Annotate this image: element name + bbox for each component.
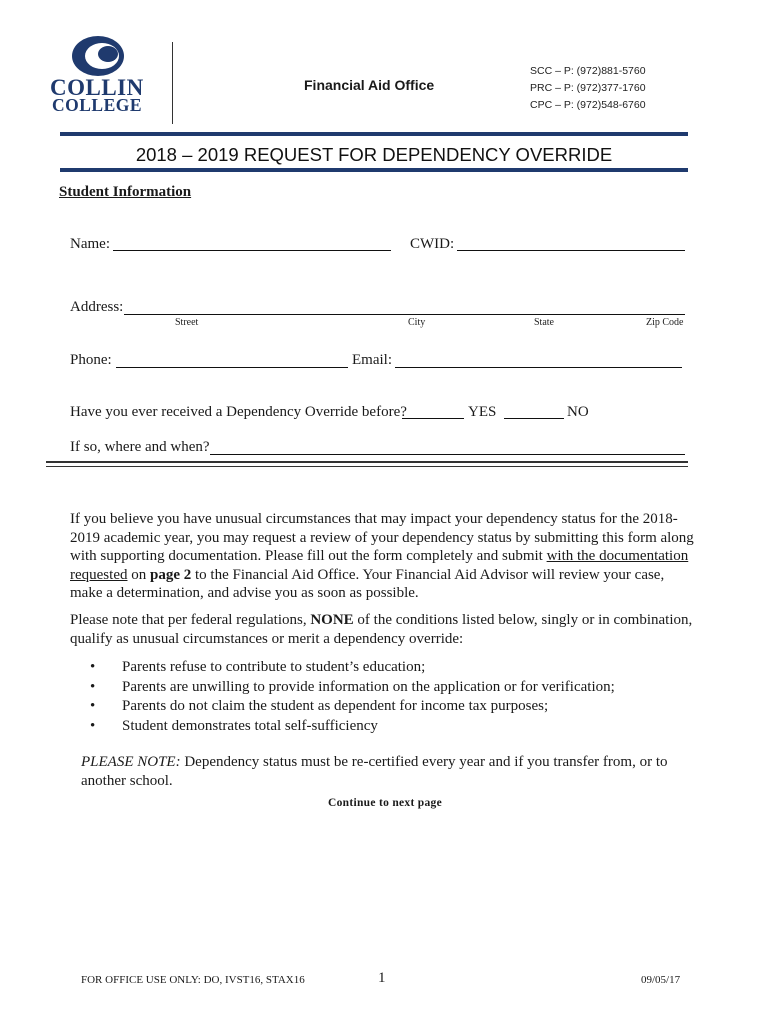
zip-label: Zip Code [646, 317, 684, 328]
name-field[interactable] [113, 250, 391, 251]
continue-note: Continue to next page [328, 797, 442, 809]
yes-label: YES [468, 404, 497, 420]
override-no-field[interactable] [504, 418, 564, 419]
section-heading-student-info: Student Information [59, 184, 192, 200]
where-when-field[interactable] [210, 454, 685, 455]
conditions-list [90, 658, 690, 736]
office-use-only: FOR OFFICE USE ONLY: DO, IVST16, STAX16 [81, 974, 305, 986]
title-rule-top [60, 132, 688, 136]
intro-paragraph: If you believe you have unusual circumstances that may impact your dependency status for the 2018-2019 academic year, you may request a review of your dependency status by submitting this form along with supporting documentation. Please fill out the form completely and submit with the documentation requested on page 2 to the Financial Aid Office. Your Financial Aid Advisor will review your case, make a determination, and advise you as soon as possible. [70, 511, 694, 601]
section-double-rule [46, 461, 688, 467]
address-label: Address: [70, 299, 124, 315]
phone-label: Phone: [70, 352, 112, 368]
contact-scc: SCC – P: (972)881-5760 [530, 65, 646, 77]
office-name: Financial Aid Office [304, 77, 435, 93]
no-label: NO [567, 404, 589, 420]
page-title: 2018 – 2019 REQUEST FOR DEPENDENCY OVERRIDE [135, 144, 613, 165]
cwid-label: CWID: [410, 236, 455, 252]
page-number: 1 [378, 970, 386, 986]
city-label: City [408, 317, 426, 328]
override-question: Have you ever received a Dependency Override before? [70, 404, 407, 420]
contact-list [530, 63, 646, 114]
header-divider [172, 42, 173, 124]
please-note: PLEASE NOTE: Dependency status must be re-certified every year and if you transfer from, or to another school. [81, 754, 668, 789]
name-label: Name: [70, 236, 110, 252]
revision-date: 09/05/17 [641, 974, 681, 986]
logo-text-collin: COLLIN [50, 75, 144, 100]
please-note-label: PLEASE NOTE: [81, 754, 181, 770]
collin-swoosh-icon [68, 34, 128, 78]
title-rule-bottom [60, 168, 688, 172]
contact-cpc: CPC – P: (972)548-6760 [530, 99, 646, 111]
override-yes-field[interactable] [402, 418, 464, 419]
street-label: Street [175, 317, 199, 328]
list-item: • Student demonstrates total self-sufficiency [90, 717, 690, 737]
cwid-field[interactable] [457, 250, 685, 251]
email-label: Email: [352, 352, 392, 368]
documentation-requested: with the documentation requested [70, 548, 689, 583]
address-field[interactable] [124, 314, 685, 315]
email-field[interactable] [395, 367, 682, 368]
logo-text-college: COLLEGE [52, 95, 143, 115]
list-item: • Parents refuse to contribute to student’s education; [90, 658, 690, 678]
list-item: • Parents are unwilling to provide information on the application or for verification; [90, 678, 690, 698]
where-when-label: If so, where and when? [70, 439, 210, 455]
state-label: State [534, 317, 554, 328]
list-item: • Parents do not claim the student as dependent for income tax purposes; [90, 697, 690, 717]
contact-prc: PRC – P: (972)377-1760 [530, 82, 646, 94]
federal-regulations-paragraph: Please note that per federal regulations, NONE of the conditions listed below, singly or in combination, qualify as unusual circumstances or merit a dependency override: [70, 612, 693, 647]
college-logo [50, 34, 160, 116]
phone-field[interactable] [116, 367, 348, 368]
